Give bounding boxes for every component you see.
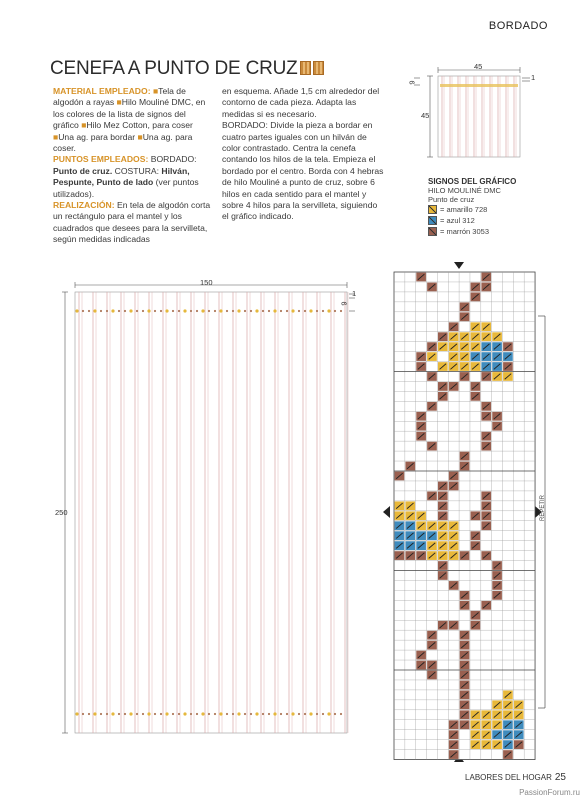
center-marker-top xyxy=(454,262,464,269)
border-motif xyxy=(255,309,258,312)
legend-item-label: = azul 312 xyxy=(440,216,475,225)
border-motif xyxy=(111,309,114,312)
border-motif xyxy=(286,713,288,715)
border-motif xyxy=(165,712,168,715)
instructions-column xyxy=(222,86,384,223)
border-motif xyxy=(190,713,192,715)
border-motif xyxy=(304,310,306,312)
center-marker-left xyxy=(383,506,390,518)
spool-icon xyxy=(300,61,311,75)
border-motif xyxy=(124,713,126,715)
border-motif xyxy=(268,713,270,715)
border-motif xyxy=(93,712,96,715)
instructions-p1: en esquema. Añade 1,5 cm alrededor del contorno de cada pieza. Adapta las medidas si es necesario. xyxy=(222,86,380,119)
border-motif xyxy=(208,310,210,312)
border-motif xyxy=(316,713,318,715)
napkin-margin-top: 1 xyxy=(531,73,536,82)
border-motif xyxy=(147,309,150,312)
border-motif xyxy=(226,713,228,715)
border-motif xyxy=(136,713,138,715)
yellow-swatch xyxy=(428,205,437,214)
stitch-costura-list: Hilván, Pespunte, Punto de lado xyxy=(53,165,190,188)
border-motif xyxy=(118,310,120,312)
border-motif xyxy=(327,712,330,715)
material-item: Hilo Mez Cotton, para coser xyxy=(86,120,193,131)
legend-item-yellow xyxy=(428,204,568,215)
tablecloth-diagram xyxy=(55,278,365,738)
border-motif xyxy=(237,309,240,312)
napkin-margin-side: 9 xyxy=(407,80,417,85)
repeat-label: REPETIR xyxy=(540,494,547,522)
bullet-icon: ■ xyxy=(116,97,122,108)
border-motif xyxy=(136,310,138,312)
materials-label: MATERIAL EMPLEADO: xyxy=(53,86,151,96)
material-item: Tela de algodón a rayas xyxy=(53,86,186,108)
border-motif xyxy=(316,310,318,312)
legend-stitch: Punto de cruz xyxy=(428,195,475,204)
stitch-costura: COSTURA: xyxy=(114,165,160,176)
bullet-icon: ■ xyxy=(81,120,87,131)
border-motif xyxy=(183,309,186,312)
border-motif xyxy=(219,309,222,312)
border-motif xyxy=(100,713,102,715)
legend-item-label: = amarillo 728 xyxy=(440,205,488,214)
border-motif xyxy=(75,309,78,312)
material-item: Hilo Mouliné DMC, en los colores de la lista de signos del gráfico xyxy=(53,97,206,131)
tablecloth-margin-top: 1 xyxy=(352,289,357,298)
border-motif xyxy=(160,310,162,312)
border-motif xyxy=(142,310,144,312)
border-motif xyxy=(201,712,204,715)
border-motif xyxy=(340,310,342,312)
border-motif xyxy=(111,712,114,715)
border-motif xyxy=(93,309,96,312)
border-motif xyxy=(129,712,132,715)
border-motif xyxy=(262,310,264,312)
border-motif xyxy=(154,713,156,715)
legend-brand: HILO MOULINÉ DMC xyxy=(428,186,501,195)
brown-swatch xyxy=(428,227,437,236)
border-motif xyxy=(250,713,252,715)
napkin-width-label: 45 xyxy=(474,62,483,71)
border-motif xyxy=(190,310,192,312)
border-motif xyxy=(237,712,240,715)
realization-label: REALIZACIÓN: xyxy=(53,200,115,211)
border-motif xyxy=(280,310,282,312)
napkin-height-label: 45 xyxy=(421,111,430,120)
border-motif xyxy=(172,713,174,715)
embroidery-label: BORDADO: xyxy=(222,120,268,131)
border-motif xyxy=(298,713,300,715)
border-motif xyxy=(142,713,144,715)
stitch-cross: Punto de cruz. xyxy=(53,165,113,176)
instructions-p2: Divide la pieza a bordar en cuatro partes iguales con un hilván de color contrastado. Centra la cenefa contando los hilos de la tela. Empieza el bordado por el centro. Borda con 4 hebras de hilo Mouliné a punto de cruz, sobre 6 hilos en cada sentido para el mantel y sobre 4 hilos para la servilleta, siguiendo el gráfico indicado. xyxy=(222,120,384,222)
section-tag: BORDADO xyxy=(488,20,548,32)
border-motif xyxy=(298,310,300,312)
border-motif xyxy=(100,310,102,312)
border-motif xyxy=(255,712,258,715)
stitch-bordado: BORDADO: xyxy=(150,154,197,165)
border-motif xyxy=(106,713,108,715)
border-motif xyxy=(268,310,270,312)
border-motif xyxy=(232,310,234,312)
stitch-costura-note: (ver puntos utilizados). xyxy=(53,177,199,199)
stitches-label: PUNTOS EMPLEADOS: xyxy=(53,154,149,165)
border-motif xyxy=(129,309,132,312)
border-motif xyxy=(250,310,252,312)
border-motif xyxy=(232,713,234,715)
legend-item-blue xyxy=(428,215,568,226)
border-motif xyxy=(291,309,294,312)
border-motif xyxy=(334,713,336,715)
border-motif xyxy=(106,310,108,312)
tablecloth-width-label: 150 xyxy=(200,278,213,287)
border-motif xyxy=(244,310,246,312)
border-motif xyxy=(273,309,276,312)
border-motif xyxy=(196,310,198,312)
border-motif xyxy=(88,310,90,312)
bullet-icon: ■ xyxy=(53,131,59,142)
border-motif xyxy=(172,310,174,312)
border-motif xyxy=(286,310,288,312)
border-motif xyxy=(322,310,324,312)
border-motif xyxy=(196,713,198,715)
tablecloth-height-label: 250 xyxy=(55,508,68,517)
legend xyxy=(428,177,568,237)
border-motif xyxy=(183,712,186,715)
page-footer xyxy=(465,772,566,783)
border-motif xyxy=(154,310,156,312)
border-motif xyxy=(291,712,294,715)
spool-icon xyxy=(313,61,324,75)
border-motif xyxy=(219,712,222,715)
border-motif xyxy=(226,310,228,312)
border-motif xyxy=(273,712,276,715)
border-motif xyxy=(165,309,168,312)
border-motif xyxy=(327,309,330,312)
magazine-name: LABORES DEL HOGAR xyxy=(465,773,552,782)
border-motif xyxy=(208,713,210,715)
border-motif xyxy=(304,713,306,715)
border-motif xyxy=(322,713,324,715)
border-motif xyxy=(88,713,90,715)
border-motif xyxy=(75,712,78,715)
border-motif xyxy=(340,713,342,715)
border-motif xyxy=(334,310,336,312)
border-motif xyxy=(124,310,126,312)
border-motif xyxy=(309,309,312,312)
border-motif xyxy=(118,713,120,715)
border-motif xyxy=(82,713,84,715)
blue-swatch xyxy=(428,216,437,225)
legend-item-label: = marrón 3053 xyxy=(440,227,489,236)
page-number: 25 xyxy=(554,772,566,783)
bullet-icon: ■ xyxy=(137,131,143,142)
tablecloth-margin-side: 9 xyxy=(339,301,349,306)
legend-title: SIGNOS DEL GRÁFICO xyxy=(428,177,517,186)
cross-stitch-chart xyxy=(380,258,550,768)
bullet-icon: ■ xyxy=(152,86,159,96)
page-title: CENEFA A PUNTO DE CRUZ xyxy=(50,58,324,80)
border-motif xyxy=(309,712,312,715)
material-item: Una ag. para coser. xyxy=(53,131,193,154)
napkin-border-band xyxy=(440,84,518,87)
border-motif xyxy=(82,310,84,312)
watermark: PassionForum.ru xyxy=(519,788,580,797)
border-motif xyxy=(201,309,204,312)
border-motif xyxy=(214,310,216,312)
border-motif xyxy=(147,712,150,715)
material-item: Una ag. para bordar xyxy=(58,131,136,142)
border-motif xyxy=(280,713,282,715)
border-motif xyxy=(178,713,180,715)
border-motif xyxy=(214,713,216,715)
border-motif xyxy=(178,310,180,312)
border-motif xyxy=(244,713,246,715)
materials-column xyxy=(53,86,213,246)
realization-text: En tela de algodón corta un rectángulo para el mantel y los cuadrados que desees para la servilleta, según medidas indicadas xyxy=(53,200,211,245)
legend-item-brown xyxy=(428,226,568,237)
border-motif xyxy=(262,713,264,715)
border-motif xyxy=(160,713,162,715)
